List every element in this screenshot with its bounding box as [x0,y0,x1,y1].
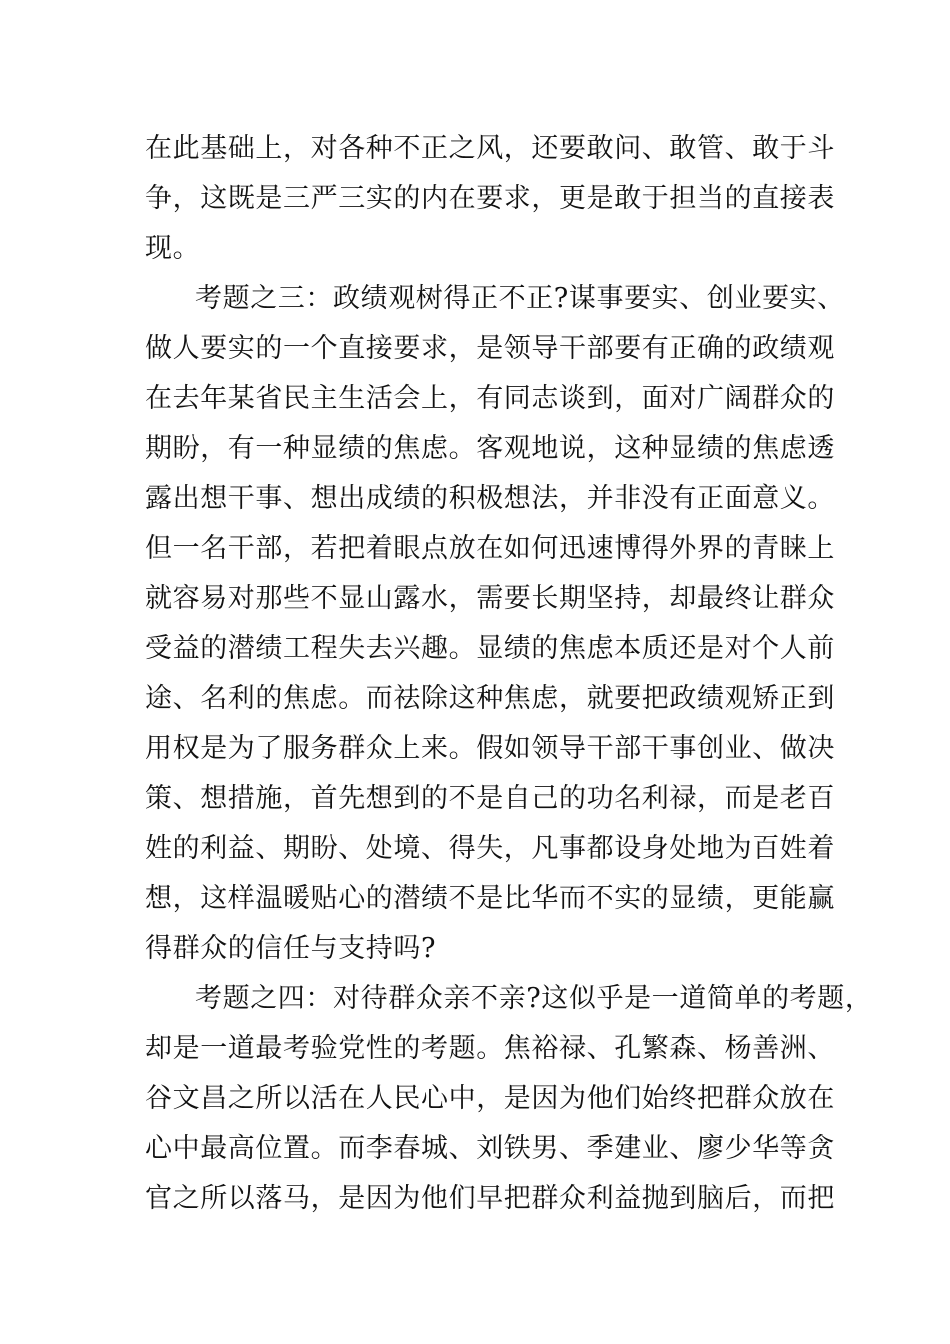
text-line: 做人要实的一个直接要求，是领导干部要有正确的政绩观 [145,333,835,364]
text-line: 官之所以落马，是因为他们早把群众利益抛到脑后，而把 [145,1183,835,1214]
text-line: 用权是为了服务群众上来。假如领导干部干事创业、做决 [145,733,835,764]
text-line: 心中最高位置。而李春城、刘铁男、季建业、廖少华等贪 [145,1133,835,1164]
text-line: 在去年某省民主生活会上，有同志谈到，面对广阔群众的 [145,383,835,414]
text-line: 就容易对那些不显山露水，需要长期坚持，却最终让群众 [145,583,835,614]
text-line: 在此基础上，对各种不正之风，还要敢问、敢管、敢于斗 [145,133,835,164]
text-line: 想，这样温暖贴心的潜绩不是比华而不实的显绩，更能赢 [145,883,835,914]
paragraph-first-line: 考题之三：政绩观树得正不正?谋事要实、创业要实、 [195,283,845,314]
text-line: 策、想措施，首先想到的不是自己的功名利禄，而是老百 [145,783,835,814]
text-line: 露出想干事、想出成绩的积极想法，并非没有正面意义。 [145,483,835,514]
text-line: 得群众的信任与支持吗? [145,933,437,964]
text-line: 姓的利益、期盼、处境、得失，凡事都设身处地为百姓着 [145,833,835,864]
text-line: 谷文昌之所以活在人民心中，是因为他们始终把群众放在 [145,1083,835,1114]
document-body [145,124,873,1224]
text-line: 途、名利的焦虑。而祛除这种焦虑，就要把政绩观矫正到 [145,683,835,714]
text-line: 争，这既是三严三实的内在要求，更是敢于担当的直接表 [145,183,835,214]
text-line: 却是一道最考验党性的考题。焦裕禄、孔繁森、杨善洲、 [145,1033,835,1064]
text-line: 但一名干部，若把着眼点放在如何迅速博得外界的青睐上 [145,533,835,564]
text-line: 现。 [145,233,201,264]
text-line: 期盼，有一种显绩的焦虑。客观地说，这种显绩的焦虑透 [145,433,835,464]
text-line: 受益的潜绩工程失去兴趣。显绩的焦虑本质还是对个人前 [145,633,835,664]
paragraph-first-line: 考题之四：对待群众亲不亲?这似乎是一道简单的考题， [195,983,873,1014]
